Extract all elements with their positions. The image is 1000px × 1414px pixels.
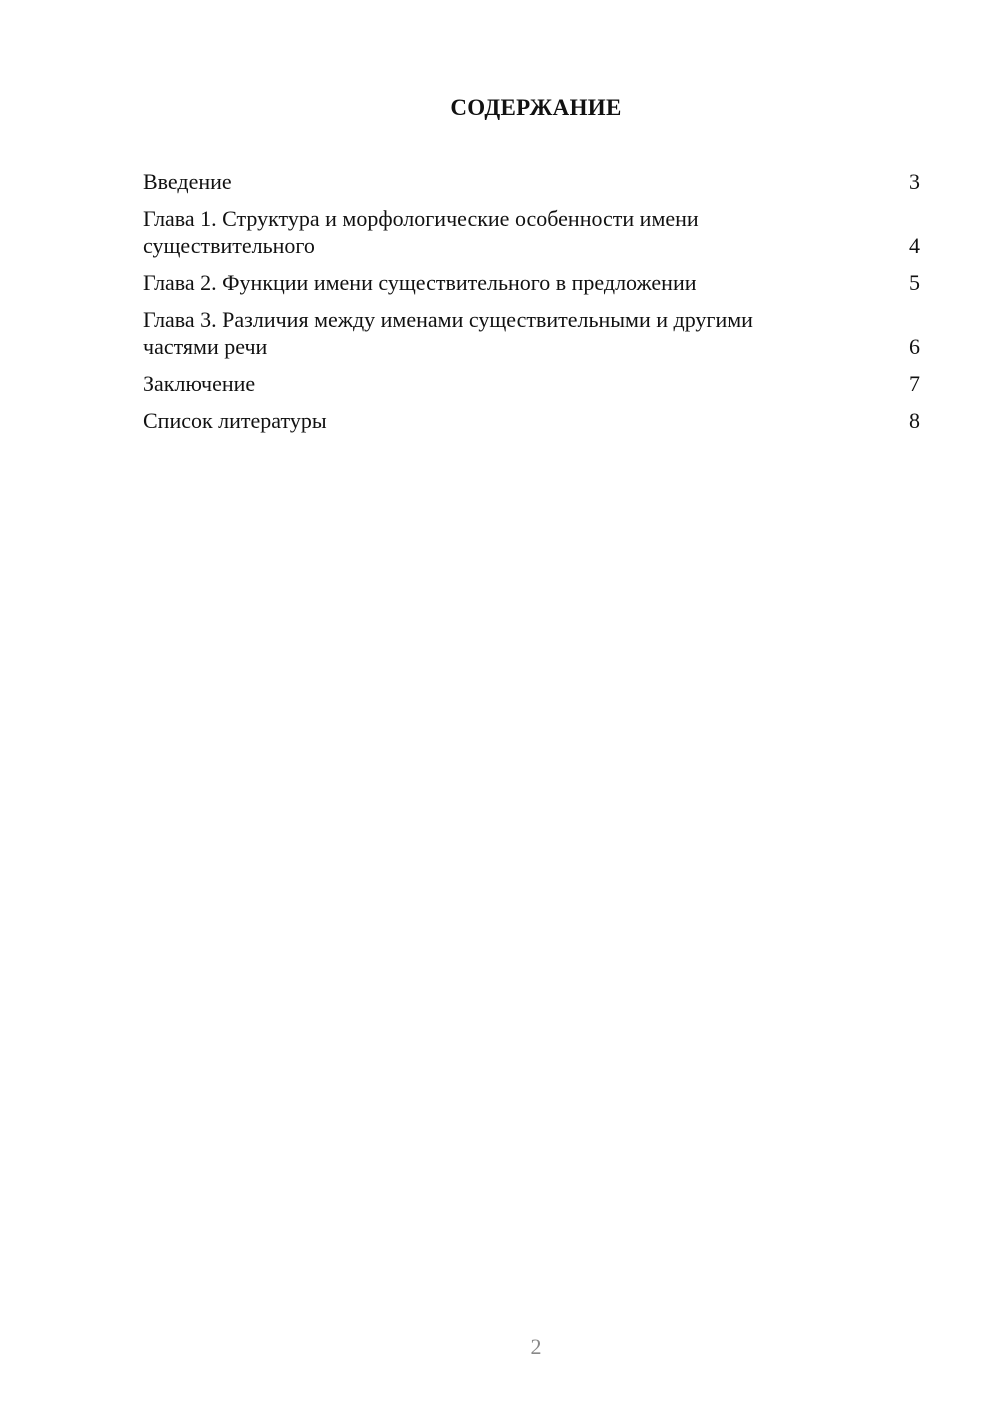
toc-entry-page-number: 7 [909,371,920,396]
toc-entry-conclusion [143,370,920,397]
toc-entry-page-number: 8 [909,408,920,433]
toc-entry-label: Заключение [143,371,256,396]
toc-entry-introduction [143,168,920,195]
toc-entry-label: Глава 3. Различия между именами существительными и другими частями речи [143,307,753,359]
toc-entry-bibliography [143,407,920,434]
toc-entry-label: Глава 2. Функции имени существительного в предложении [143,270,697,295]
toc-entry-page-number: 5 [909,270,920,295]
toc-entry-label: Список литературы [143,408,327,433]
toc-entry-chapter-2 [143,269,920,296]
toc-heading: СОДЕРЖАНИЕ [450,95,622,120]
toc-entry-label: Введение [143,169,232,194]
table-of-contents [143,168,920,444]
toc-entry-chapter-3 [143,306,920,360]
toc-entry-page-number: 3 [909,169,920,194]
toc-entry-page-number: 6 [909,334,920,359]
toc-entry-page-number: 4 [909,233,920,258]
toc-entry-chapter-1 [143,205,920,259]
toc-entry-label: Глава 1. Структура и морфологические особенности имени существительного [143,206,699,258]
page-number: 2 [530,1334,542,1359]
